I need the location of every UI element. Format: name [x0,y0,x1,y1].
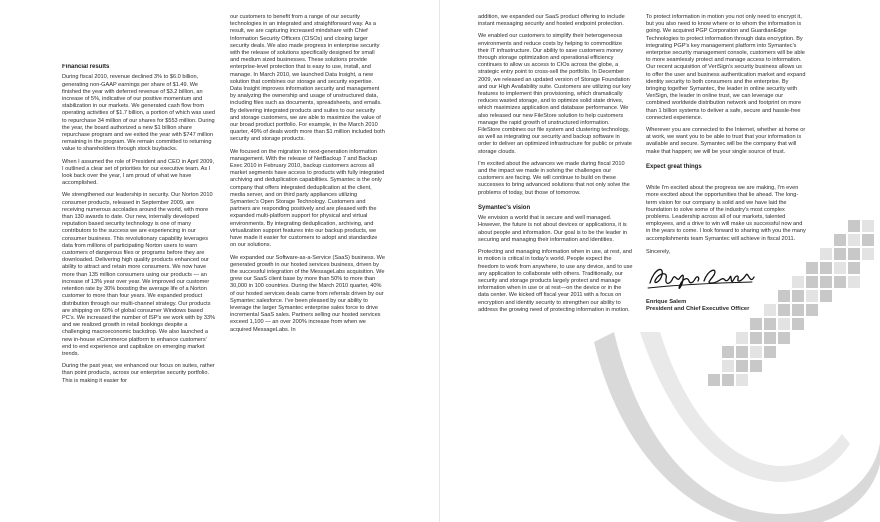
signer-name: Enrique Salem [646,299,687,306]
pixel-square [862,234,874,246]
pixel-square [806,304,818,316]
paragraph: We expanded our Software-as-a-Service (SaaS) business. We generated growth in our hosted services business, driven by the successful integration of the MessageLabs acquisition. We grew our SaaS client base by more than 50% to more than 30,000 in 100 countries. During the March 2010 quarter, 40% of our hosted services deals came from referrals driven by our Symantec salesforce. I've been pleased by our ability to leverage the larger Symantec enterprise sales force to drive incremental SaaS sales. Partners selling our hosted services exceed 1,100 — an over 200% increase from when we acquired MessageLabs. In [230,254,385,333]
pixel-square [834,234,846,246]
paragraph: During the past year, we enhanced our focus on suites, rather than point products, across our enterprise security portfolio. This is making it easier for [62,363,215,384]
paragraph: We focused on the migration to next-generation information management. With the release of NetBackup 7 and Backup Exec 2010 in February 2010, backup customers across all market segments have access to products with fully integrated archiving and deduplication capabilities. Symantec is the only company that offers integrated deduplication at the client, media server, and on third party appliances utilizing Symantec's Open Storage Technology. Customers and partners are responding positively and are pleased with the expanded multi-platform support for physical and virtual environments. By integrating deduplication, archiving, and virtualization support features into our backup products, we have made it easier for customers to adopt and standardize on our solutions. [230,148,385,249]
section-heading-financial-results: Financial results [62,64,110,70]
column-1 [62,64,217,519]
signer-title: President and Chief Executive Officer [646,306,750,313]
column-4 [646,14,806,519]
closing-block [646,249,806,314]
section-heading-expect-great-things: Expect great things [646,163,702,170]
handwritten-signature-icon [646,261,756,295]
paragraph: I'm excited about the advances we made during fiscal 2010 and the impact we made in solving the challenges our customers are facing. We will continue to build on these successes to bring advanced solutions that not only solve the problems of today, but those of tomorrow. [478,160,630,196]
right-page [440,0,880,522]
column-2 [230,14,385,519]
pixel-square [820,290,832,302]
pixel-square [862,220,874,232]
paragraph: We enabled our customers to simplify their heterogeneous environments and reduce costs by helping to commoditize their IT infrastructure. Our ability to save customers money through storage optimization and operational efficiency continues to allow us access to CIOs across the globe, a strategic entry point to cross-sell the portfolio. In December 2009, we released an updated version of Storage Foundation and our High Availability suite. Customers are utilizing our key features to implement thin provisioning, which dramatically reduces wasted storage, and to optimize solid state drives, which maximizes application and database performance. We also released our new FileStore solution to help customers manage the rapid growth of unstructured information. FileStore combines our file system and clustering technology, as well as integrating our security and backup software in order to deliver an optimized infrastructure for public or private storage clouds. [478,33,632,155]
paragraph: When I assumed the role of President and CEO in April 2009, I outlined a clear set of priorities for our executive team. As I look back over the year, I am proud of what we have accomplished. [62,158,215,187]
sincerely-text: Sincerely, [646,248,671,255]
pixel-square [848,276,860,288]
pixel-square [834,276,846,288]
paragraph: During fiscal 2010, revenue declined 3% to $6.0 billion, generating non-GAAP earnings per share of $1.49. We finished the year with deferred revenue of $3.2 billion, an increase of 5%, indicative of our positive momentum and stabilization in our markets. We generated cash flow from operating activities of $1.7 billion, a portion of which was used to repurchase 34 million of our shares for $553 million. During the year, the board authorized a new $1 billion share repurchase program and we exited the year with $747 million remaining in the program. We remain committed to returning value to shareholders through stock buybacks. [62,74,215,153]
pixel-square [820,276,832,288]
paragraph: Wherever you are connected to the Internet, whether at home or at work, we want you to be able to trust that your information is available and secure. Symantec will be the company that will make that happen; we will be your single source of trust. [646,127,806,155]
paragraph: our customers to benefit from a range of our security technologies in an integrated and straightforward way. As a result, we are capturing increased mindshare with Chief Information Security Officers (CISOs) and closing larger security deals. We also made progress in enterprise security with the release of solutions specifically designed for small and medium sized businesses. These solutions provide enterprise-level protection that is easy to use, install, and manage. In March 2010, we launched Data Insight, a new solution that combines our storage and security expertise. Data Insight improves information security and management by analyzing the ownership and usage of unstructured data, including files such as documents, spreadsheets, and emails. By delivering integrated products and suites to our security and storage customers, we are able to maximize the value of our broad product portfolio. For example, in the March 2010 quarter, 49% of deals worth more than $1 million included both security and storage products. [230,14,385,143]
pixel-square [848,262,860,274]
paragraph: We strengthened our leadership in security. Our Norton 2010 consumer products, released in September 2009, are receiving numerous accolades around the world, with more than 130 awards to date. Our new, internally developed reputation based security technology is one of many contributors to the success we are experiencing in our consumer business. This revolutionary capability leverages data from millions of participating Norton users to warn customers of dangerous files or programs before they are downloaded. Delivering high quality products enhanced our ability to attract and retain more consumers. We now have more than 135 million consumers using our products — an increase of 13% year over year. We improved our customer retention rate by 30% boosting the average life of a Norton customer to more than four years. We expanded product distribution through our multi-channel strategy. Our products are shipping on 60% of global consumer Windows based PC's. We increased the number of ISP's we work with by 33% and we realized growth in retail bookings despite a challenging macroeconomic backdrop. We also launched a new in-house eCommerce platform to enhance customers' end to end experience and capitalize on emerging market trends. [62,192,216,357]
pixel-square [848,234,860,246]
pixel-square [820,248,832,260]
section-heading-symantec-vision: Symantec's vision [478,204,531,211]
pixel-square [806,262,818,274]
pixel-square [806,290,818,302]
paragraph: We envision a world that is secure and well managed. However, the future is not about devices or applications, it is about people and information. Our goal is to be the leader in securing and managing their information and identities. [478,215,627,243]
pixel-square [848,220,860,232]
pixel-square [820,262,832,274]
paragraph: To protect information in motion you not only need to encrypt it, but you also need to know where or to whom the information is going. We acquired PGP Corporation and GuardianEdge Technologies to protect information through data encryption. By integrating PGP's key management platform into Symantec's enterprise security management console, customers will be able to more seamlessly protect and manage access to information. Our recent acquisition of VeriSign's security business allows us to offer the user and business authentication market and expand identity security to both consumers and the enterprise. By bringing together Symantec, the leader in online security with VeriSign, the leader in online trust, we can leverage our combined worldwide distribution network and footprint on more than 1 billion systems to deliver a safe, secure and hassle-free connected experience. [646,14,806,121]
pixel-square [834,248,846,260]
pixel-square [862,248,874,260]
pixel-square [806,276,818,288]
paragraph: addition, we expanded our SaaS product offering to include instant messaging security and hosted endpoint protection. [478,14,625,28]
pixel-square [848,248,860,260]
paragraph: Protecting and managing information when in use, at rest, and in motion is critical in today's world. People expect the freedom to work from anywhere, to use any device, and to use any application to collaborate with others. Traditionally, our security and storage products largely protect and manage information when in use or at rest—on the device or in the data center. We kicked off fiscal year 2011 with a focus on encryption and identity security to strengthen our ability to address the growing need of protecting information in motion. [478,249,633,313]
paragraph: While I'm excited about the progress we are making, I'm even more excited about the opportunities that lie ahead. The long-term vision for our company is solid and we have laid the foundation to solve some of the industry's most complex problems. Leadership across all of our markets, talented employees, and a drive to win will make us successful now and in the years to come. I look forward to sharing with you the many accomplishments team Symantec will achieve in fiscal 2011. [646,185,806,242]
pixel-square [834,262,846,274]
